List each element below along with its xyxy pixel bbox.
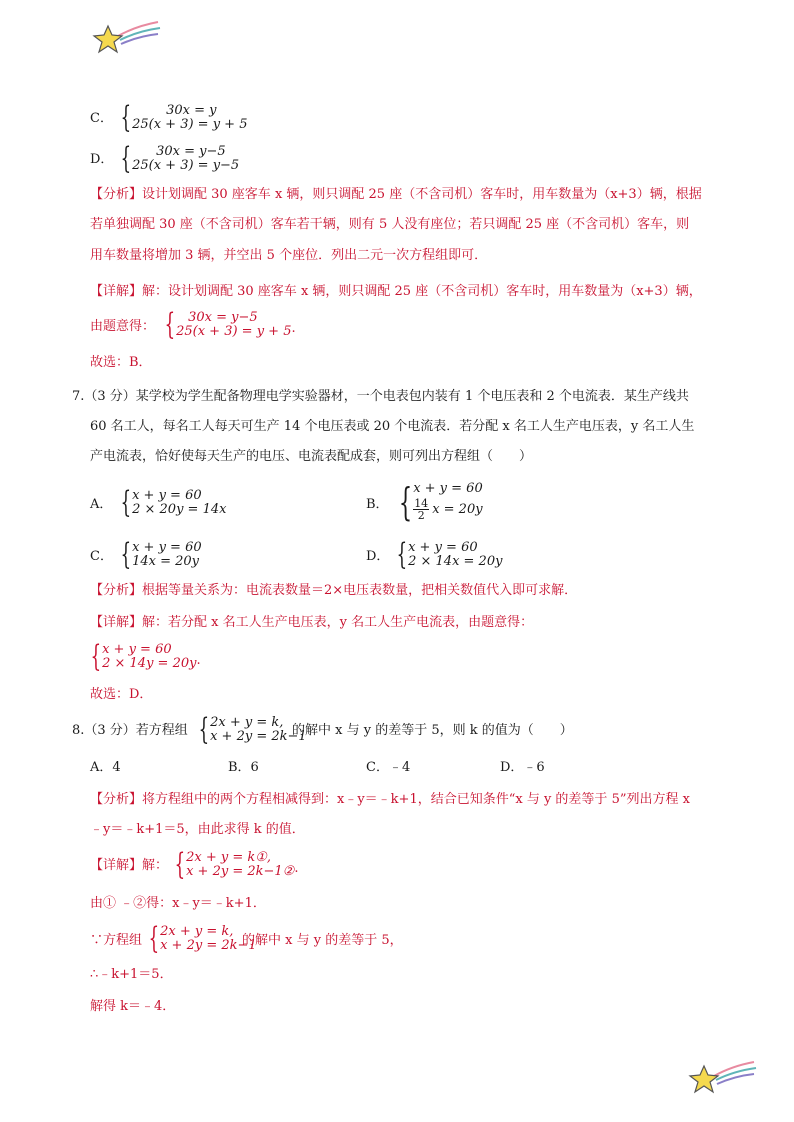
equation: x + y = 60	[408, 540, 478, 555]
equation: 30x = y	[166, 103, 217, 118]
q6-analysis-line: 用车数量将增加 3 辆，并空出 5 个座位．列出二元一次方程组即可．	[90, 248, 488, 263]
equation: 2 × 14x = 20y	[408, 554, 503, 569]
equation: x = 20y	[432, 501, 483, 517]
equation: 14x = 20y	[132, 554, 200, 569]
q8-detail-prefix: 【详解】解：	[90, 858, 169, 873]
q6-analysis-line: 若单独调配 30 座（不含司机）客车若干辆，则有 5 人没有座位；若只调配 25 座（不含司机）客车，则	[90, 217, 690, 232]
q8-stem-prefix: 8.（3 分）若方程组	[72, 723, 188, 738]
q6-detail-prefix: 由题意得：	[90, 319, 156, 334]
equation: 2x + y = k,	[210, 715, 284, 730]
q6-answer: 故选：B．	[90, 355, 152, 370]
q6-detail-line: 【详解】解：设计划调配 30 座客车 x 辆，则只调配 25 座（不含司机）客车时，用车数量为（x+3）辆，	[90, 284, 702, 299]
q6-option-d-label: D．	[90, 152, 114, 167]
equation: x + 2y = 2k−1②	[186, 864, 295, 879]
q7-option-d-system: { x + y = 60 2 × 14x = 20y	[396, 537, 503, 572]
equation: 30x = y−5	[156, 144, 226, 159]
q7-analysis: 【分析】根据等量关系为：电流表数量＝2×电压表数量，把相关数值代入即可求解．	[90, 583, 578, 598]
fraction-denominator: 2	[417, 509, 425, 522]
equation: 2 × 14y = 20y	[102, 656, 197, 671]
equation: x + y = 60	[132, 488, 202, 503]
fraction-numerator: 14	[414, 497, 429, 510]
q8-option-b: B．6	[228, 760, 259, 775]
shooting-star-icon	[92, 18, 164, 58]
q7-stem-line: 7.（3 分）某学校为学生配备物理电学实验器材，一个电表包内装有 1 个电压表和 2 个电流表．某生产线共	[72, 389, 689, 404]
q6-option-c-label: C．	[90, 111, 113, 126]
q8-option-d: D．﹣6	[500, 760, 545, 775]
q6-option-d-system: { 30x = y−5 25(x + 3) = y−5	[120, 141, 240, 176]
equation-tail: .	[294, 860, 299, 876]
equation: 30x = y−5	[188, 310, 258, 325]
q7-detail-line: 【详解】解：若分配 x 名工人生产电压表，y 名工人生产电流表，由题意得：	[90, 615, 534, 630]
equation: 25(x + 3) = y + 5	[132, 117, 248, 132]
q8-step: 解得 k＝﹣4．	[90, 999, 176, 1014]
q8-step-suffix: 的解中 x 与 y 的差等于 5，	[242, 933, 403, 948]
q8-stem-system: { 2x + y = k, x + 2y = 2k−1	[198, 712, 307, 747]
q7-option-b-label: B．	[366, 497, 389, 512]
q8-option-c: C．﹣4	[366, 760, 411, 775]
q7-option-c-system: { x + y = 60 14x = 20y	[120, 537, 202, 572]
q7-option-c-label: C．	[90, 549, 113, 564]
q8-step: ∴﹣k+1＝5．	[90, 967, 173, 982]
equation: 2x + y = k,	[160, 924, 234, 939]
q6-analysis-line: 【分析】设计划调配 30 座客车 x 辆，则只调配 25 座（不含司机）客车时，用车数量为（x+3）辆，根据	[90, 187, 702, 202]
q8-analysis-line: 【分析】将方程组中的两个方程相减得到：x﹣y＝﹣k+1，结合已知条件“x 与 y 的差等于 5”列出方程 x	[90, 792, 690, 807]
q7-detail-system: { x + y = 60 2 × 14y = 20y .	[90, 639, 201, 674]
equation-tail: .	[196, 652, 201, 668]
equation: 2x + y = k①,	[186, 850, 272, 865]
equation: 25(x + 3) = y + 5	[176, 324, 292, 339]
q6-detail-system: { 30x = y−5 25(x + 3) = y + 5 .	[164, 307, 296, 342]
q8-analysis-line: ﹣y＝﹣k+1＝5，由此求得 k 的值．	[90, 822, 305, 837]
q7-option-a-label: A．	[90, 497, 113, 512]
q8-detail-system: { 2x + y = k①, x + 2y = 2k−1② .	[174, 847, 299, 882]
equation: x + y = 60	[132, 540, 202, 555]
q7-option-b-system: { x + y = 60 $\frac{14}{2}$ x = 20y	[398, 479, 483, 524]
shooting-star-icon	[688, 1058, 760, 1098]
equation: x + y = 60	[102, 642, 172, 657]
q8-step: 由① ﹣②得：x﹣y＝﹣k+1．	[90, 896, 266, 911]
q7-option-a-system: { x + y = 60 2 × 20y = 14x	[120, 485, 227, 520]
q6-option-c-system: { 30x = y 25(x + 3) = y + 5	[120, 100, 248, 135]
q7-answer: 故选：D．	[90, 687, 153, 702]
q7-option-d-label: D．	[366, 549, 390, 564]
q8-step-system: { 2x + y = k, x + 2y = 2k−1	[148, 921, 257, 956]
q8-option-a: A．4	[90, 760, 121, 775]
equation: 25(x + 3) = y−5	[132, 158, 240, 173]
q7-stem-line: 产电流表，恰好使每天生产的电压、电流表配成套，则可列出方程组（ ）	[90, 449, 533, 464]
fraction	[413, 498, 429, 521]
equation: x + 2y = 2k−1	[160, 938, 257, 953]
equation-tail: .	[291, 320, 296, 336]
equation: x + 2y = 2k−1	[210, 729, 307, 744]
q8-stem-suffix: 的解中 x 与 y 的差等于 5，则 k 的值为（ ）	[292, 723, 573, 738]
q8-step-prefix: ∵方程组	[90, 933, 143, 948]
equation: x + y = 60	[413, 481, 483, 496]
q7-stem-line: 60 名工人，每名工人每天可生产 14 个电压表或 20 个电流表．若分配 x 名工人生产电压表，y 名工人生	[90, 419, 695, 434]
equation: 2 × 20y = 14x	[132, 502, 227, 517]
